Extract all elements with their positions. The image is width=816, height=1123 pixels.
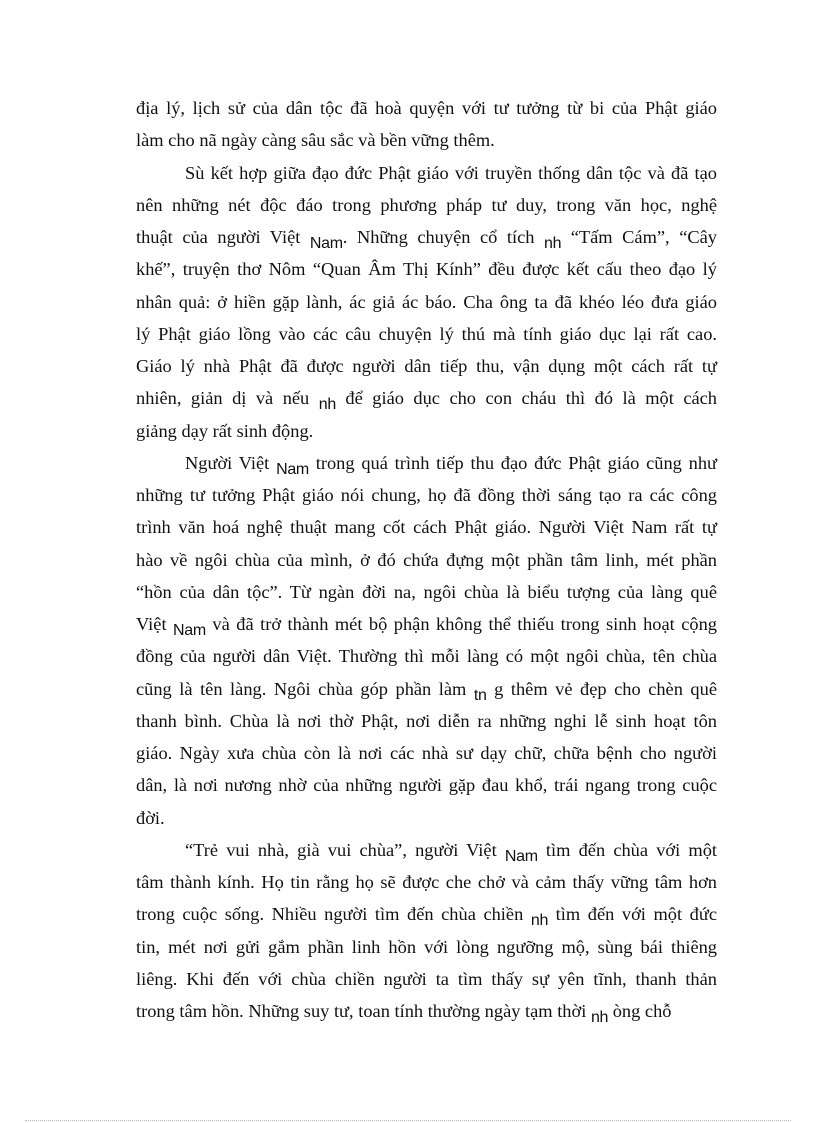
text-line <box>136 544 717 576</box>
text-run: cũng là tên làng. Ngôi chùa góp phần làm <box>136 678 474 699</box>
paragraph <box>136 834 717 1028</box>
text-run: giảng dạy rất sinh động. <box>136 420 314 441</box>
text-line <box>136 382 717 414</box>
text-run: lý Phật giáo lồng vào các câu chuyện lý thú mà tính giáo dục lại rất cao. <box>136 323 717 344</box>
text-run: liêng. Khi đến với chùa chiền người ta tìm thấy sự yên tĩnh, thanh thản <box>136 968 717 989</box>
text-fragment: nh <box>544 235 562 252</box>
text-run: òng chỗ <box>608 1001 672 1021</box>
text-run: đời. <box>136 807 165 828</box>
text-run: trong tâm hồn. Những suy tư, toan tính thường ngày tạm thời <box>136 1001 591 1021</box>
text-run: đồng của người dân Việt. Thường thì mỗi làng có một ngôi chùa, tên chùa <box>136 646 717 667</box>
text-line <box>136 479 717 511</box>
text-line <box>136 834 717 866</box>
paragraph <box>136 447 717 834</box>
text-run: những tư tưởng Phật giáo nói chung, họ đã đồng thời sáng tạo ra các công <box>136 485 717 505</box>
text-run: tìm đến chùa với một <box>537 839 717 860</box>
text-line <box>136 673 717 705</box>
text-fragment: nh <box>318 396 336 414</box>
text-run: “Tấm Cám”, “Cây <box>561 227 717 247</box>
text-run: trong cuộc sống. Nhiều người tìm đến chùa chiền <box>136 904 531 925</box>
paragraph <box>136 92 717 157</box>
text-fragment: Nam <box>309 235 343 252</box>
text-fragment: nh <box>530 912 549 930</box>
text-line <box>136 608 717 640</box>
text-line <box>136 286 717 318</box>
body-text <box>136 92 717 1027</box>
text-line <box>136 576 717 608</box>
page-break-line <box>25 1120 791 1121</box>
text-line <box>136 640 717 672</box>
text-run: Việt <box>136 614 174 634</box>
text-run: “Trẻ vui nhà, già vui chùa”, người Việt <box>185 839 505 860</box>
text-line <box>136 253 717 285</box>
text-fragment: tn <box>473 686 487 704</box>
text-run: khế”, truyện thơ Nôm “Quan Âm Thị Kính” đều được kết cấu theo đạo lý <box>136 259 717 280</box>
text-line <box>136 318 717 350</box>
text-line <box>136 124 717 156</box>
text-run: nhân quả: ở hiền gặp lành, ác giả ác báo. Cha ông ta đã khéo léo đưa giáo <box>136 291 717 312</box>
text-fragment: Nam <box>504 847 538 865</box>
text-run: tin, mét nơi gửi gắm phần linh hồn với lòng ngưỡng mộ, sùng bái thiêng <box>136 936 717 957</box>
paragraph <box>136 157 717 447</box>
text-run: nhiên, giản dị và nếu <box>136 388 319 409</box>
text-run: thanh bình. Chùa là nơi thờ Phật, nơi diễn ra những nghi lễ sinh hoạt tôn <box>136 710 717 731</box>
text-line <box>136 415 717 447</box>
text-line <box>136 802 717 834</box>
text-run: địa lý, lịch sử của dân tộc đã hoà quyện với tư tưởng từ bi của Phật giáo <box>136 98 717 118</box>
text-run: nên những nét độc đáo trong phương pháp tư duy, trong văn học, nghệ <box>136 194 717 215</box>
text-line <box>136 511 717 543</box>
text-run: . Những chuyện cổ tích <box>342 227 544 247</box>
text-line <box>136 350 717 382</box>
text-line <box>136 963 717 995</box>
text-run: tâm thành kính. Họ tin rằng họ sẽ được che chở và cảm thấy vững tâm hơn <box>136 872 717 892</box>
text-run: và đã trở thành mét bộ phận không thể thiếu trong sinh hoạt cộng <box>205 614 717 634</box>
text-line <box>136 898 717 930</box>
text-line <box>136 769 717 801</box>
text-fragment: Nam <box>276 460 309 478</box>
text-run: trình văn hoá nghệ thuật mang cốt cách Phật giáo. Người Việt Nam rất tự <box>136 517 717 538</box>
text-line <box>136 737 717 769</box>
text-fragment: nh <box>590 1009 609 1026</box>
text-line <box>136 189 717 221</box>
text-run: thuật của người Việt <box>136 227 310 247</box>
text-run: trong quá trình tiếp thu đạo đức Phật giáo cũng như <box>308 452 717 473</box>
text-line <box>136 92 717 124</box>
text-line <box>136 447 717 479</box>
text-run: tìm đến với một đức <box>548 904 718 925</box>
text-run: g thêm vẻ đẹp cho chèn quê <box>486 678 717 699</box>
text-run: Giáo lý nhà Phật đã được người dân tiếp thu, vận dụng một cách rất tự <box>136 356 717 376</box>
text-run: Người Việt <box>185 452 277 473</box>
text-line <box>136 931 717 963</box>
text-run: “hồn của dân tộc”. Từ ngàn đời na, ngôi chùa là biểu tượng của làng quê <box>136 581 717 602</box>
text-run: Sù kết hợp giữa đạo đức Phật giáo với truyền thống dân tộc và đã tạo <box>185 162 717 183</box>
text-run: dân, là nơi nương nhờ của những người gặp đau khổ, trái ngang trong cuộc <box>136 775 717 796</box>
text-run: giáo. Ngày xưa chùa còn là nơi các nhà sư dạy chữ, chữa bệnh cho người <box>136 743 717 763</box>
text-line <box>136 705 717 737</box>
text-line <box>136 866 717 898</box>
text-line <box>136 995 717 1027</box>
text-line <box>136 157 717 189</box>
text-fragment: Nam <box>173 622 206 639</box>
text-run: làm cho nã ngày càng sâu sắc và bền vững thêm. <box>136 130 495 151</box>
text-run: hào về ngôi chùa của mình, ở đó chứa đựng một phần tâm linh, mét phần <box>136 549 717 570</box>
text-line <box>136 221 717 253</box>
text-run: để giáo dục cho con cháu thì đó là một cách <box>335 388 718 409</box>
